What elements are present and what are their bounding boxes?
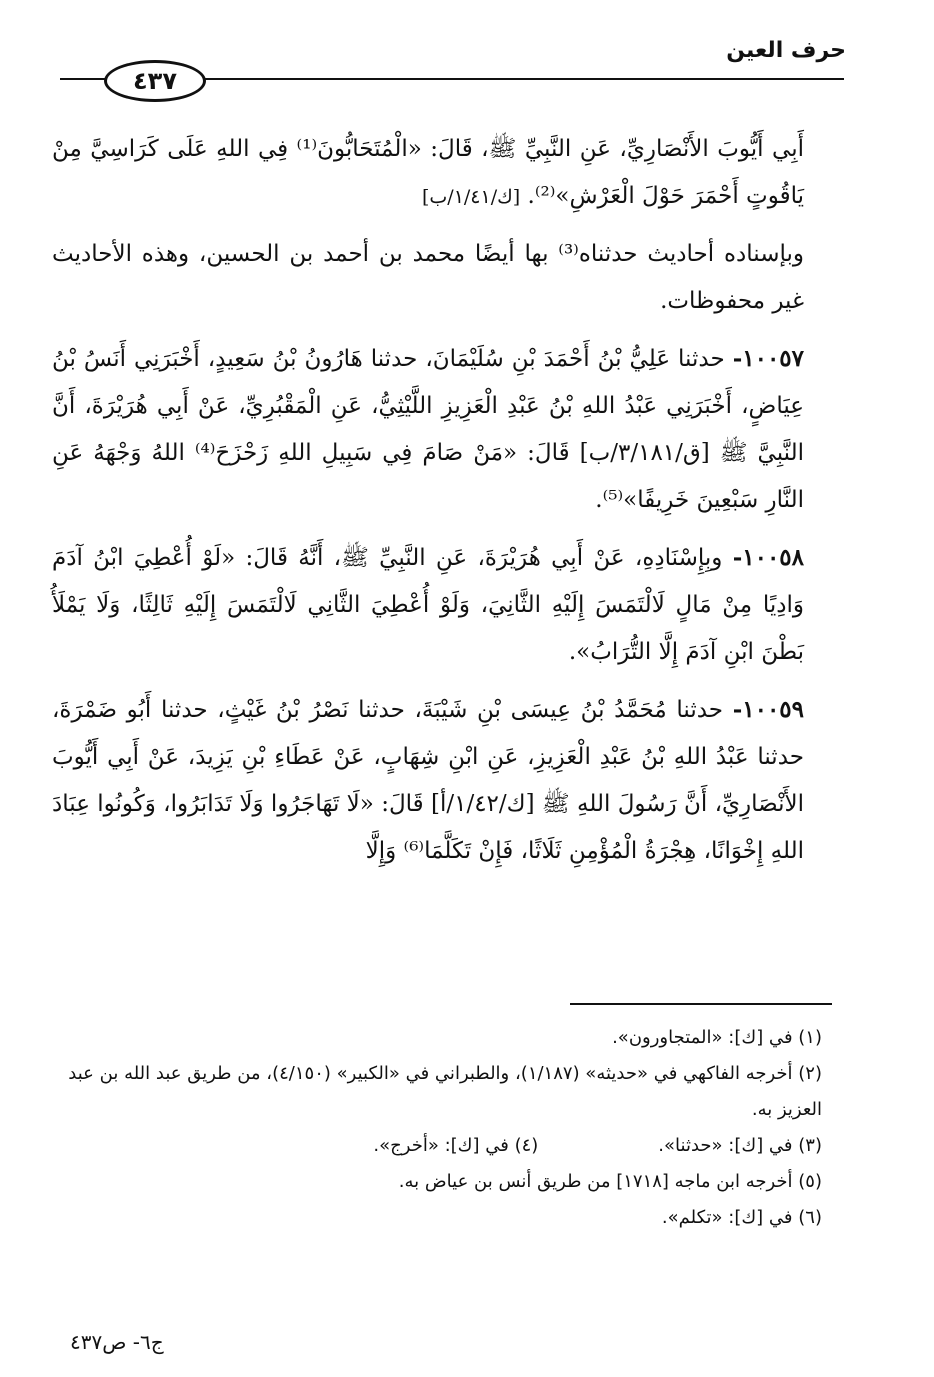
footnote-row — [52, 1128, 822, 1164]
footnote-1: (١) في [ك]: «المتجاورون». — [612, 1027, 822, 1048]
hadith-10059 — [52, 686, 804, 875]
footnote-2: (٢) أخرجه الفاكهي في «حديثه» (١/١٨٧)، والطبراني في «الكبير» (٤/١٥٠)، من طريق عبد الله بن عبد العزيز به. — [68, 1063, 822, 1120]
footnote-5: (٥) أخرجه ابن ماجه [١٧١٨] من طريق أنس بن عياض به. — [398, 1171, 822, 1192]
hadith-10058 — [52, 534, 804, 676]
paragraph-text: أَبِي أَيُّوبَ الأَنْصَارِيِّ، عَنِ النَّبِيِّ ﷺ، قَالَ: «الْمُتَحَابُّونَ⁽¹⁾ فِي اللهِ عَلَى كَرَاسِيَّ مِنْ يَاقُوتٍ أَحْمَرَ حَوْلَ الْعَرْشِ»⁽²⁾. — [52, 136, 804, 209]
hadith-number: ١٠٠٥٧- — [732, 345, 805, 372]
hadith-text: حدثنا مُحَمَّدُ بْنُ عِيسَى بْنِ شَيْبَةَ، حدثنا نَصْرُ بْنُ غَيْثٍ، حدثنا أَبُو ضَمْرَةَ، حدثنا عَبْدُ اللهِ بْنُ عَبْدِ الْعَزِيزِ، عَنِ ابْنِ شِهَابٍ، عَنْ عَطَاءِ بْنِ يَزِيدَ، عَنْ أَبِي أَيُّوبَ الأَنْصَارِيِّ، أَنَّ رَسُولَ اللهِ ﷺ [ك/١/٤٢/أ] قَالَ: «لَا تَهَاجَرُوا وَلَا تَدَابَرُوا، وَكُونُوا عِبَادَ اللهِ إِخْوَانًا، هِجْرَةُ الْمُؤْمِنِ ثَلَاثًا، فَإِنْ تَكَلَّمَا⁽⁶⁾ وَإِلَّا — [52, 697, 804, 864]
hadith-number: ١٠٠٥٨- — [732, 544, 805, 571]
chapter-title: حرف العين — [726, 38, 846, 63]
main-text — [52, 126, 804, 885]
hadith-text: وبِإِسْنَادِهِ، عَنْ أَبِي هُرَيْرَةَ، عَنِ النَّبِيِّ ﷺ، أَنَّهُ قَالَ: «لَوْ أُعْطِيَ ابْنُ آدَمَ وَادِيًا مِنْ مَالٍ لَالْتَمَسَ إِلَيْهِ الثَّانِيَ، وَلَوْ أُعْطِيَ الثَّانِي لَالْتَمَسَ إِلَيْهِ ثَالِثًا، وَلَا يَمْلَأُ بَطْنَ ابْنِ آدَمَ إِلَّا التُّرَابُ». — [52, 545, 805, 665]
manuscript-reference: [ك/١/٤١/ب] — [422, 186, 521, 208]
footnotes — [52, 1020, 822, 1236]
volume-page-footer: ج٦- ص٤٣٧ — [70, 1330, 164, 1354]
paragraph-note: وبإسناده أحاديث حدثناه⁽³⁾ بها أيضًا محمد بن أحمد بن الحسين، وهذه الأحاديث غير محفوظات. — [52, 241, 804, 314]
hadith-10057 — [52, 335, 804, 524]
footnote-4: (٤) في [ك]: «أخرج». — [373, 1135, 539, 1156]
hadith-number: ١٠٠٥٩- — [732, 696, 805, 723]
footnote-divider — [570, 1003, 832, 1005]
footnote-3: (٣) في [ك]: «حدثنا». — [658, 1135, 822, 1156]
page-number-badge: ٤٣٧ — [104, 60, 206, 102]
paragraph-continuation — [52, 126, 804, 221]
footnote-6: (٦) في [ك]: «تكلم». — [661, 1207, 822, 1228]
hadith-text: حدثنا عَلِيُّ بْنُ أَحْمَدَ بْنِ سُلَيْمَانَ، حدثنا هَارُونُ بْنُ سَعِيدٍ، أَخْبَرَنِي أَنَسُ بْنُ عِيَاضٍ، أَخْبَرَنِي عَبْدُ اللهِ بْنُ عَبْدِ الْعَزِيزِ اللَّيْثِيُّ، عَنِ الْمَقْبُرِيِّ، عَنْ أَبِي هُرَيْرَةَ، أَنَّ النَّبِيَّ ﷺ [ق/٣/١٨١/ب] قَالَ: «مَنْ صَامَ فِي سَبِيلِ اللهِ زَحْزَحَ⁽⁴⁾ اللهُ وَجْهَهُ عَنِ النَّارِ سَبْعِينَ خَرِيفًا»⁽⁵⁾. — [52, 346, 804, 513]
